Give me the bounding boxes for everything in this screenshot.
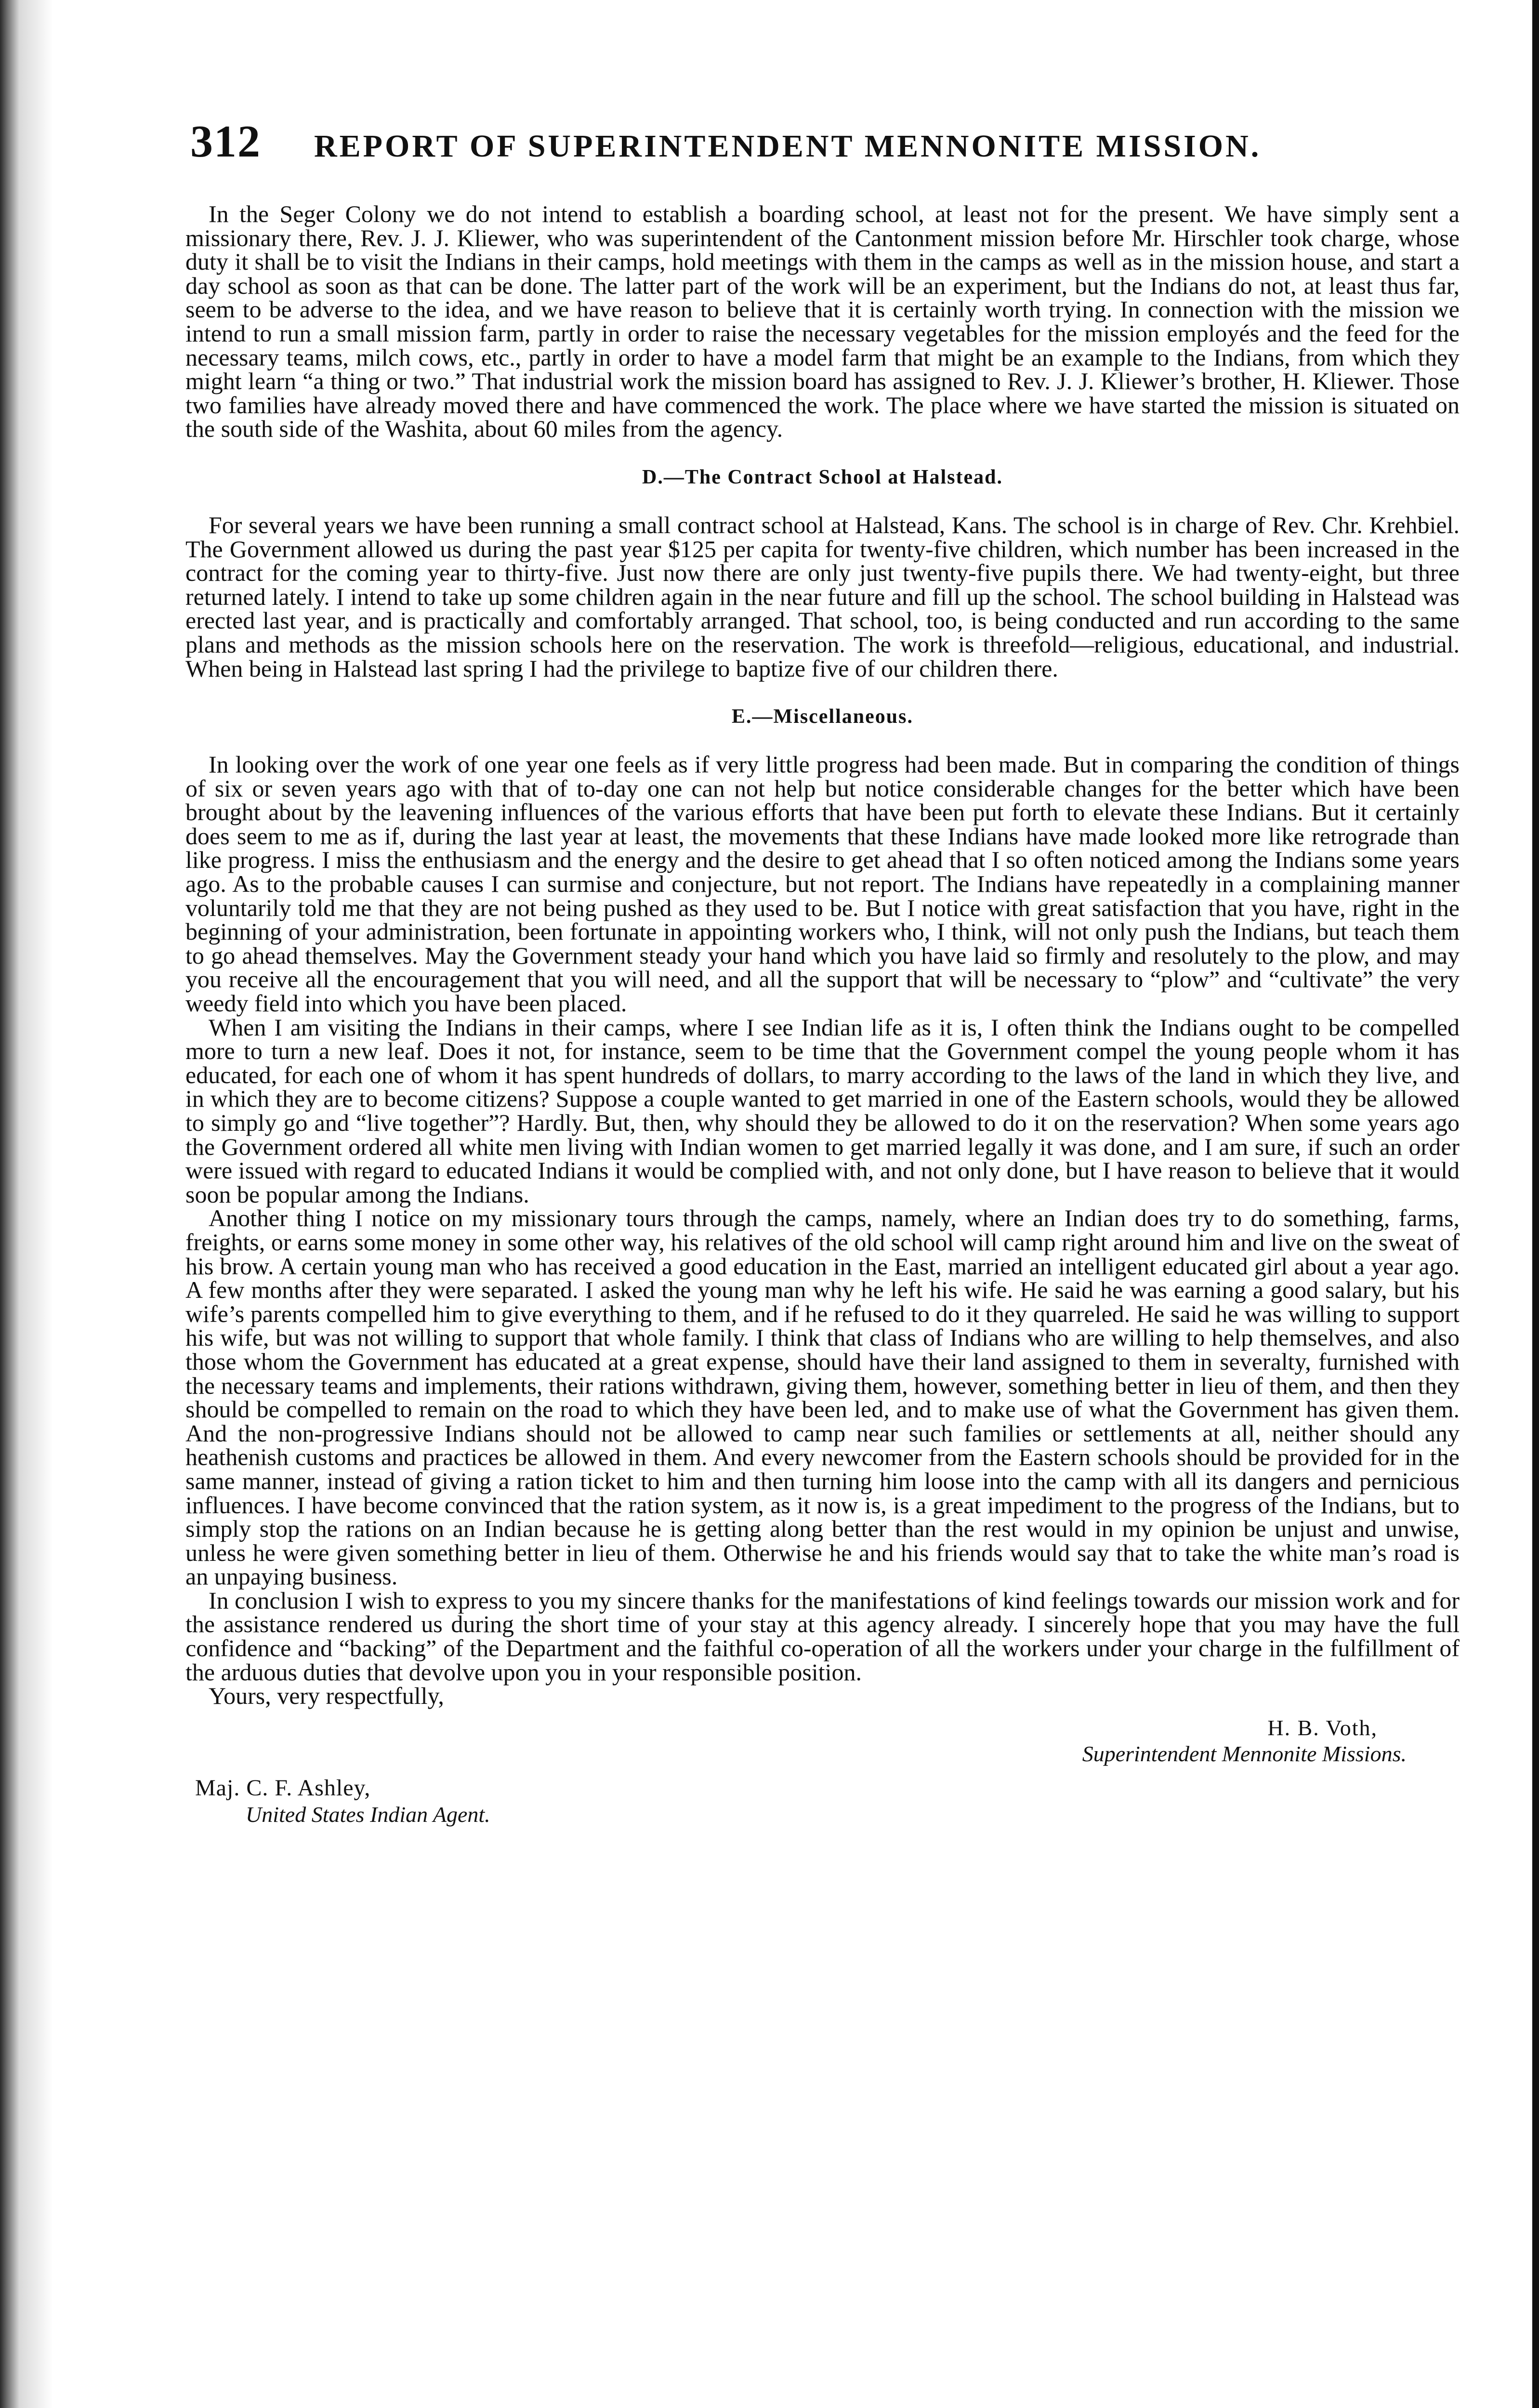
report-body [185, 202, 1460, 1851]
scan-edge-right [1532, 0, 1539, 2408]
signature-block [185, 1711, 1460, 1851]
section-heading-contract-school: D.—The Contract School at Halstead. [642, 466, 1003, 488]
paragraph-miscellaneous-marriage: When I am visiting the Indians in their camps, where I see Indian life as it is, I often think the Indians ought to be compelled more to turn a new leaf. Does it not, for instance, seem to be time that the Government compel the young people whom it has educated, for each one of whom it has spent hundreds of dollars, to marry according to the laws of the land in which they live, and in which they are to become citizens? Suppose a couple wanted to get married in one of the Eastern schools, would they be allowed to simply go and “live together”? Hardly. But, then, why should they be allowed to do it on the reservation? When some years ago the Government ordered all white men living with Indian women to get married legally it was done, and I am sure, if such an order were issued with regard to educated Indians it would be complied with, and not only done, but I have reason to believe that it would soon be popular among the Indians. [185, 1013, 1460, 1208]
paragraph-miscellaneous-progress: In looking over the work of one year one feels as if very little progress had been made. But in comparing the condition of things of six or seven years ago with that of to-day one can not help but notice considerable changes for the better which have been brought about by the leavening influences of the various efforts that have been put forth to elevate these Indians. But it certainly does seem to me as if, during the last year at least, the movements that these Indians have made looked more like retrograde than like progress. I miss the enthusiasm and the energy and the desire to get ahead that I so often noticed among the Indians some years ago. As to the probable causes I can surmise and conjecture, but not report. The Indians have repeatedly in a complaining manner voluntarily told me that they are not being pushed as they used to be. But I notice with great satisfaction that you have, right in the beginning of your administration, been fortunate in appointing workers who, I think, will not only push the Indians, but teach them to go ahead themselves. May the Government steady your hand which you have laid so firmly and resolutely to the plow, and may you receive all the encouragement that you will need, and all the support that will be necessary to “plow” and “cultivate” the very weedy field into which you have been placed. [185, 751, 1460, 1017]
paragraph-conclusion: In conclusion I wish to express to you my sincere thanks for the manifestations of kind feelings towards our mission work and for the assistance rendered us during the short time of your stay at this agency already. I sincerely hope that you may have the full confidence and “backing” of the Department and the faithful co-operation of all the workers under your charge in the fulfillment of the arduous duties that devolve upon you in your responsible position. [185, 1586, 1460, 1686]
signatory-name: H. B. Voth, [1267, 1715, 1378, 1741]
addressee-title: United States Indian Agent. [246, 1802, 490, 1827]
signatory-title: Superintendent Mennonite Missions. [1082, 1741, 1407, 1767]
page-header [190, 116, 1327, 173]
scan-edge-left [0, 0, 53, 2408]
addressee-name: Maj. C. F. Ashley, [195, 1775, 371, 1801]
section-heading-miscellaneous: E.—Miscellaneous. [732, 706, 913, 728]
page-number: 312 [190, 117, 261, 167]
paragraph-contract-school: For several years we have been running a small contract school at Halstead, Kans. The school is in charge of Rev. Chr. Krehbiel. The Government allowed us during the past year $125 per capita for twenty-five children, which number has been increased in the contract for the coming year to thirty-five. Just now there are only just twenty-five pupils there. We had twenty-eight, but three returned lately. I intend to take up some children again in the near future and fill up the school. The school building in Halstead was erected last year, and is practically and comfortably arranged. That school, too, is being conducted and run according to the same plans and methods as the mission schools here on the reservation. The work is threefold—religious, educational, and industrial. When being in Halstead last spring I had the privilege to baptize five of our children there. [185, 511, 1460, 682]
paragraph-miscellaneous-rations: Another thing I notice on my missionary tours through the camps, namely, where an Indian does try to do something, farms, freights, or earns some money in some other way, his relatives of the old school will camp right around him and live on the sweat of his brow. A certain young man who has received a good education in the East, married an intelligent educated girl about a year ago. A few months after they were separated. I asked the young man why he left his wife. He said he was earning a good salary, but his wife’s parents compelled him to give everything to them, and if he refused to do it they quarreled. He said he was willing to support his wife, but was not willing to support that whole family. I think that class of Indians who are willing to help themselves, and also those whom the Government has educated at a great expense, should have their land assigned to them in severalty, furnished with the necessary teams and implements, their rations withdrawn, giving them, however, something better in lieu of them, and then they should be compelled to remain on the road to which they have been led, and to make use of what the Government has given them. And the non-progressive Indians should not be allowed to camp near such families or settlements at all, neither should any heathenish customs and practices be allowed in them. And every newcomer from the Eastern schools should be provided for in the same manner, instead of giving a ration ticket to him and then turning him loose into the camp with all its dangers and pernicious influences. I have become convinced that the ration system, as it now is, is a great impediment to the progress of the Indians, but to simply stop the rations on an Indian because he is getting along better than the rest would in my opinion be unjust and unwise, unless he were given something better in lieu of them. Otherwise he and his friends would say that to take the white man’s road is an unpaying business. [185, 1204, 1460, 1590]
closing-salutation: Yours, very respectfully, [209, 1682, 444, 1710]
paragraph-seger-colony: In the Seger Colony we do not intend to establish a boarding school, at least not for the present. We have simply sent a missionary there, Rev. J. J. Kliewer, who was superintendent of the Cantonment mission before Mr. Hirschler took charge, whose duty it shall be to visit the Indians in their camps, hold meetings with them in the camps as well as in the mission house, and start a day school as soon as that can be done. The latter part of the work will be an experiment, but the Indians do not, at least thus far, seem to be adverse to the idea, and we have reason to believe that it is certainly worth trying. In connection with the mission we intend to run a small mission farm, partly in order to raise the necessary vegetables for the mission employés and the feed for the necessary teams, milch cows, etc., partly in order to have a model farm that might be an example to the Indians, from which they might learn “a thing or two.” That industrial work the mission board has assigned to Rev. J. J. Kliewer’s brother, H. Kliewer. Those two families have already moved there and have commenced the work. The place where we have started the mission is situated on the south side of the Washita, about 60 miles from the agency. [185, 200, 1460, 443]
running-title: REPORT OF SUPERINTENDENT MENNONITE MISSION. [314, 129, 1262, 164]
